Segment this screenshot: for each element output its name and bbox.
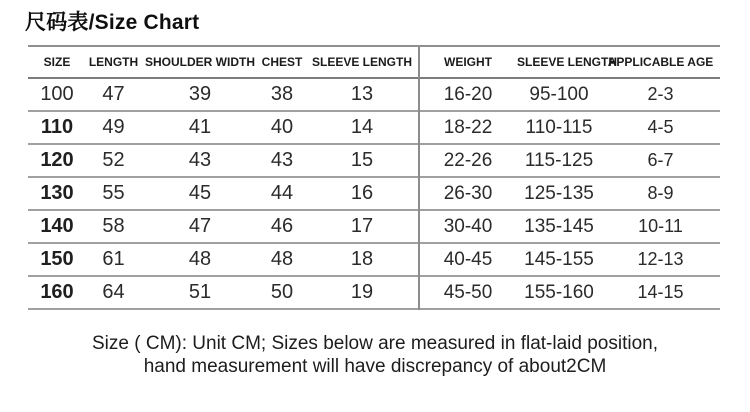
cell-chest: 38	[270, 83, 294, 105]
cell-length: 58	[102, 215, 125, 237]
page-title: 尺码表/Size Chart	[25, 11, 200, 34]
cell-sleeve-length-2: 115-125	[524, 149, 594, 171]
cell-shoulder-width: 47	[188, 215, 212, 237]
cell-length: 61	[102, 248, 125, 270]
cell-sleeve-length: 19	[350, 281, 374, 303]
cell-shoulder-width: 45	[188, 182, 212, 204]
table-group-divider	[418, 47, 420, 310]
table-row	[28, 244, 720, 277]
cell-shoulder-width: 39	[188, 83, 212, 105]
cell-sleeve-length: 18	[350, 248, 374, 270]
cell-length: 64	[102, 281, 125, 303]
cell-chest: 48	[270, 248, 294, 270]
footnote-line-2: hand measurement will have discrepancy of about2CM	[143, 355, 607, 377]
cell-sleeve-length: 15	[350, 149, 374, 171]
cell-sleeve-length-2: 155-160	[524, 281, 594, 303]
cell-chest: 40	[270, 116, 294, 138]
cell-chest: 44	[270, 182, 294, 204]
column-header-sleeve-length: SLEEVE LENGTH	[311, 55, 412, 69]
column-header-applicable-age: APPLICABLE AGE	[607, 55, 714, 69]
cell-weight: 30-40	[443, 215, 493, 237]
cell-weight: 45-50	[443, 281, 493, 303]
cell-chest: 50	[270, 281, 294, 303]
cell-sleeve-length: 13	[350, 83, 374, 105]
cell-applicable-age: 4-5	[647, 117, 674, 137]
cell-length: 49	[102, 116, 125, 138]
cell-length: 55	[102, 182, 125, 204]
cell-weight: 40-45	[443, 248, 493, 270]
column-header-shoulder-width: SHOULDER WIDTH	[145, 55, 255, 69]
cell-sleeve-length-2: 125-135	[524, 182, 594, 204]
cell-size: 130	[40, 182, 74, 204]
cell-size: 160	[40, 281, 74, 303]
table-body	[28, 79, 720, 310]
cell-length: 52	[102, 149, 125, 171]
cell-chest: 46	[270, 215, 294, 237]
cell-sleeve-length-2: 135-145	[524, 215, 594, 237]
cell-weight: 16-20	[443, 83, 493, 105]
cell-applicable-age: 10-11	[638, 216, 683, 236]
table-row	[28, 112, 720, 145]
cell-shoulder-width: 43	[188, 149, 212, 171]
cell-sleeve-length-2: 95-100	[529, 83, 589, 105]
cell-applicable-age: 8-9	[647, 183, 674, 203]
table-row	[28, 145, 720, 178]
cell-sleeve-length-2: 145-155	[524, 248, 594, 270]
cell-shoulder-width: 51	[188, 281, 212, 303]
footnote-line-1: Size ( CM): Unit CM; Sizes below are measured in flat-laid position,	[92, 333, 658, 354]
cell-size: 110	[40, 116, 74, 138]
cell-chest: 43	[270, 149, 294, 171]
table-row	[28, 178, 720, 211]
cell-size: 150	[40, 248, 74, 270]
table-row	[28, 79, 720, 112]
cell-size: 140	[40, 215, 74, 237]
column-header-chest: CHEST	[261, 55, 303, 69]
cell-applicable-age: 6-7	[647, 150, 674, 170]
column-header-length: LENGTH	[88, 55, 139, 69]
column-header-sleeve-length-2: SLEEVE LENGTH	[517, 55, 618, 69]
table-row	[28, 277, 720, 310]
cell-weight: 26-30	[443, 182, 493, 204]
column-header-size: SIZE	[43, 55, 71, 69]
cell-shoulder-width: 41	[188, 116, 212, 138]
cell-sleeve-length: 17	[350, 215, 374, 237]
cell-size: 120	[40, 149, 74, 171]
table-row	[28, 211, 720, 244]
cell-weight: 22-26	[443, 149, 493, 171]
column-header-weight: WEIGHT	[444, 55, 492, 69]
cell-sleeve-length-2: 110-115	[525, 116, 593, 138]
cell-applicable-age: 12-13	[637, 249, 684, 269]
cell-length: 47	[102, 83, 125, 105]
cell-applicable-age: 2-3	[647, 84, 674, 104]
cell-weight: 18-22	[443, 116, 493, 138]
cell-sleeve-length: 16	[350, 182, 374, 204]
table-header-row	[28, 47, 720, 79]
cell-applicable-age: 14-15	[637, 282, 684, 302]
cell-shoulder-width: 48	[188, 248, 212, 270]
footnote	[0, 333, 750, 378]
cell-size: 100	[40, 83, 74, 105]
size-chart-table	[28, 45, 720, 308]
cell-sleeve-length: 14	[350, 116, 374, 138]
